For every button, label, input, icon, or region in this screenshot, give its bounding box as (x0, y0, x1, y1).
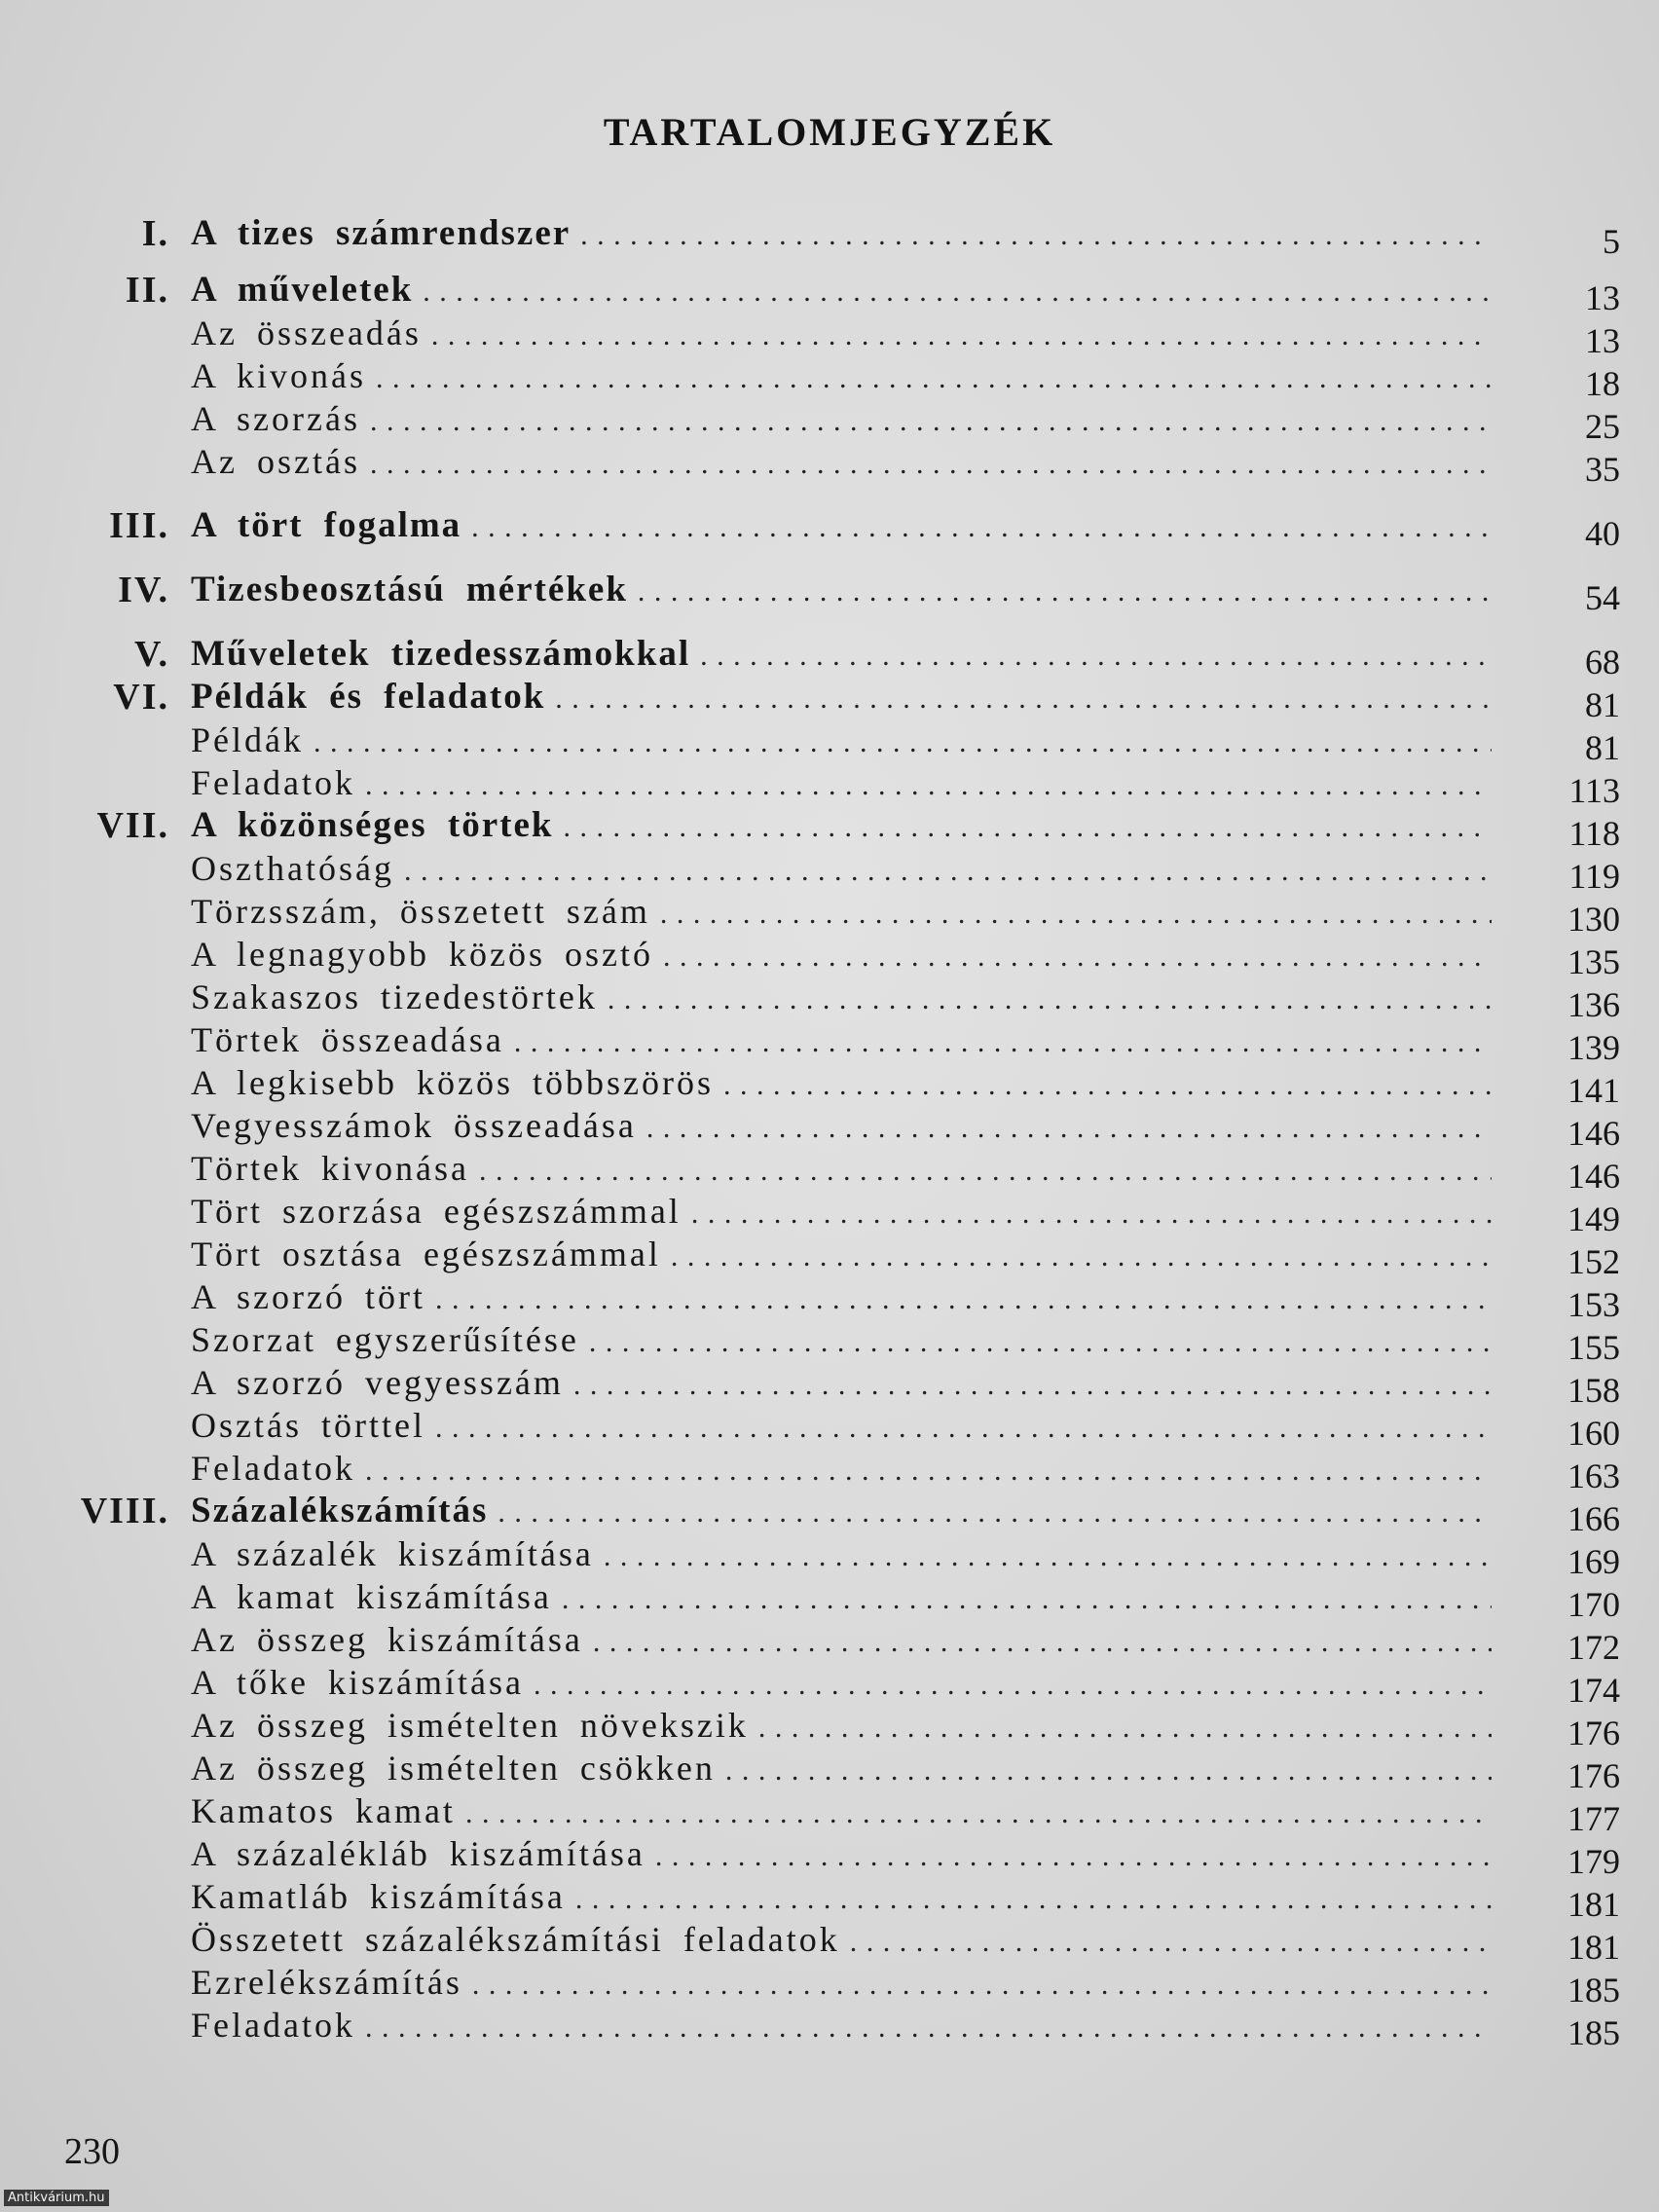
watermark: Antikvárium.hu (4, 2190, 109, 2206)
entry-text (191, 890, 1492, 933)
entry-page-number: 136 (1567, 985, 1620, 1024)
section-title: Törtek összeadása (191, 1020, 504, 1059)
section-title: Kamatos kamat (191, 1791, 456, 1830)
entry-text (191, 933, 1492, 976)
entry-text (191, 1233, 1492, 1275)
entry-page-number: 172 (1567, 1628, 1620, 1667)
entry-text (191, 1361, 1492, 1404)
dot-leader (580, 214, 1492, 249)
toc-chapter-row (0, 569, 1659, 617)
dot-leader (604, 1535, 1492, 1570)
dot-leader (365, 764, 1492, 799)
entry-page-number: 174 (1567, 1671, 1620, 1710)
section-title: Tört szorzása egészszámmal (191, 1192, 682, 1231)
entry-page-number: 35 (1585, 450, 1620, 489)
section-title: Feladatok (191, 763, 355, 802)
chapter-number: III. (109, 505, 169, 546)
entry-text (191, 1147, 1492, 1190)
toc-section-row (0, 312, 1659, 360)
entry-page-number: 139 (1567, 1028, 1620, 1067)
entry-text (191, 1318, 1492, 1361)
entry-page-number: 176 (1567, 1756, 1620, 1795)
section-title: A legnagyobb közös osztó (191, 935, 653, 974)
entry-page-number: 135 (1567, 942, 1620, 981)
entry-page-number: 146 (1567, 1114, 1620, 1153)
toc-section-row (0, 1318, 1659, 1367)
entry-page-number: 25 (1585, 407, 1620, 446)
dot-leader (589, 1321, 1492, 1356)
entry-text (191, 1704, 1492, 1747)
toc-section-row (0, 1747, 1659, 1795)
dot-leader (313, 721, 1492, 756)
dot-leader (498, 1492, 1492, 1527)
entry-text (191, 212, 1492, 255)
entry-text (191, 1918, 1492, 1961)
toc-chapter-row (0, 1490, 1659, 1538)
section-title: A százalékláb kiszámítása (191, 1834, 645, 1873)
entry-text (191, 2004, 1492, 2046)
entry-text (191, 504, 1492, 547)
entry-page-number: 18 (1585, 364, 1620, 403)
entry-text (191, 1575, 1492, 1618)
section-title: Szakaszos tizedestörtek (191, 977, 598, 1016)
entry-text (191, 312, 1492, 354)
entry-page-number: 54 (1585, 578, 1620, 617)
toc-section-row (0, 1661, 1659, 1710)
toc-section-row (0, 1961, 1659, 2009)
entry-page-number: 158 (1567, 1371, 1620, 1410)
row-spacer (0, 255, 1659, 269)
entry-text (191, 761, 1492, 804)
dot-leader (370, 443, 1492, 478)
entry-page-number: 153 (1567, 1285, 1620, 1324)
entry-text (191, 269, 1492, 312)
entry-text (191, 719, 1492, 761)
toc-section-row (0, 397, 1659, 446)
entry-page-number: 68 (1585, 643, 1620, 682)
entry-text (191, 847, 1492, 890)
dot-leader (608, 978, 1492, 1014)
page-title: TARTALOMJEGYZÉK (603, 110, 1056, 154)
entry-page-number: 166 (1567, 1499, 1620, 1538)
entry-text (191, 633, 1492, 676)
dot-leader (472, 1964, 1492, 1999)
section-title: A kivonás (191, 356, 367, 395)
section-title: Törtek kivonása (191, 1149, 469, 1188)
chapter-number: VI. (113, 677, 169, 718)
toc-section-row (0, 890, 1659, 939)
section-title: A tőke kiszámítása (191, 1663, 524, 1702)
chapter-title: A tört fogalma (191, 505, 462, 545)
dot-leader (563, 806, 1492, 841)
table-of-contents (0, 212, 1659, 2052)
toc-section-row (0, 1018, 1659, 1067)
section-title: A kamat kiszámítása (191, 1577, 552, 1616)
entry-page-number: 185 (1567, 1971, 1620, 2009)
entry-text (191, 1190, 1492, 1233)
entry-text (191, 1875, 1492, 1918)
dot-leader (404, 850, 1492, 885)
toc-section-row (0, 2004, 1659, 2052)
section-title: Osztás törttel (191, 1406, 425, 1445)
section-title: Tört osztása egészszámmal (191, 1235, 661, 1273)
dot-leader (479, 1150, 1492, 1185)
entry-text (191, 976, 1492, 1018)
toc-section-row (0, 1575, 1659, 1624)
chapter-number: I. (141, 213, 169, 254)
entry-page-number: 170 (1567, 1585, 1620, 1624)
entry-page-number: 181 (1567, 1885, 1620, 1924)
dot-leader (723, 1064, 1492, 1099)
entry-text (191, 440, 1492, 483)
section-title: A szorzás (191, 399, 360, 438)
toc-section-row (0, 933, 1659, 981)
entry-page-number: 81 (1585, 728, 1620, 767)
dot-leader (725, 1750, 1492, 1785)
entry-page-number: 119 (1568, 857, 1620, 896)
entry-text (191, 1061, 1492, 1104)
toc-section-row (0, 1190, 1659, 1238)
entry-page-number: 149 (1567, 1199, 1620, 1238)
toc-section-row (0, 719, 1659, 767)
chapter-number: VII. (96, 805, 169, 846)
dot-leader (660, 893, 1492, 928)
entry-text (191, 1104, 1492, 1147)
chapter-title: Százalékszámítás (191, 1491, 489, 1530)
toc-section-row (0, 1532, 1659, 1581)
dot-leader (671, 1235, 1492, 1271)
dot-leader (435, 1407, 1492, 1442)
entry-page-number: 13 (1585, 278, 1620, 317)
toc-section-row (0, 1233, 1659, 1281)
dot-leader (850, 1921, 1492, 1956)
dot-leader (691, 1193, 1492, 1228)
dot-leader (655, 1835, 1492, 1870)
row-spacer (0, 547, 1659, 569)
entry-page-number: 155 (1567, 1328, 1620, 1367)
entry-page-number: 152 (1567, 1242, 1620, 1281)
chapter-number: IV. (118, 570, 169, 610)
entry-page-number: 130 (1567, 900, 1620, 939)
section-title: Törzsszám, összetett szám (191, 892, 650, 931)
dot-leader (465, 1792, 1492, 1827)
toc-chapter-row (0, 212, 1659, 261)
dot-leader (431, 314, 1492, 350)
dot-leader (555, 678, 1492, 713)
section-title: Vegyesszámok összeadása (191, 1106, 637, 1145)
section-title: Az összeg ismételten növekszik (191, 1706, 749, 1745)
section-title: Feladatok (191, 2006, 355, 2045)
dot-leader (471, 506, 1492, 541)
section-title: Példák (191, 720, 304, 759)
entry-page-number: 5 (1603, 222, 1620, 261)
section-title: Szorzat egyszerűsítése (191, 1320, 579, 1359)
entry-text (191, 1532, 1492, 1575)
chapter-title: A tizes számrendszer (191, 213, 571, 253)
dot-leader (562, 1578, 1492, 1613)
dot-leader (365, 2007, 1492, 2042)
entry-page-number: 185 (1567, 2013, 1620, 2052)
toc-section-row (0, 440, 1659, 489)
chapter-title: A műveletek (191, 270, 414, 310)
entry-page-number: 179 (1567, 1842, 1620, 1881)
entry-page-number: 13 (1585, 321, 1620, 360)
entry-text (191, 354, 1492, 397)
toc-chapter-row (0, 504, 1659, 553)
section-title: Feladatok (191, 1449, 355, 1488)
entry-page-number: 141 (1567, 1071, 1620, 1110)
toc-section-row (0, 847, 1659, 896)
toc-section-row (0, 1789, 1659, 1838)
entry-page-number: 160 (1567, 1414, 1620, 1453)
toc-section-row (0, 1704, 1659, 1752)
entry-text (191, 1404, 1492, 1447)
entry-page-number: 169 (1567, 1542, 1620, 1581)
entry-page-number: 113 (1568, 771, 1620, 810)
dot-leader (376, 357, 1492, 392)
section-title: Az összeg ismételten csökken (191, 1749, 716, 1788)
dot-leader (758, 1707, 1492, 1742)
entry-text (191, 1018, 1492, 1061)
row-spacer (0, 611, 1659, 633)
chapter-number: II. (125, 270, 169, 311)
toc-section-row (0, 1275, 1659, 1324)
entry-text (191, 1832, 1492, 1875)
section-title: Ezrelékszámítás (191, 1963, 462, 2002)
entry-text (191, 1661, 1492, 1704)
chapter-title: Műveletek tizedesszámokkal (191, 634, 691, 674)
toc-section-row (0, 1104, 1659, 1153)
section-title: A százalék kiszámítása (191, 1534, 594, 1573)
entry-text (191, 1789, 1492, 1832)
chapter-number: VIII. (80, 1491, 169, 1531)
dot-leader (646, 1107, 1492, 1142)
section-title: Az összeg kiszámítása (191, 1620, 583, 1659)
dot-leader (593, 1621, 1492, 1656)
entry-page-number: 181 (1567, 1928, 1620, 1967)
toc-section-row (0, 976, 1659, 1024)
dot-leader (423, 271, 1492, 306)
toc-chapter-row (0, 269, 1659, 317)
toc-section-row (0, 1404, 1659, 1453)
entry-page-number: 81 (1585, 685, 1620, 724)
toc-chapter-row (0, 804, 1659, 853)
section-title: A szorzó vegyesszám (191, 1363, 564, 1402)
entry-text (191, 1275, 1492, 1318)
dot-leader (514, 1021, 1492, 1056)
toc-section-row (0, 1832, 1659, 1881)
toc-section-row (0, 1447, 1659, 1495)
entry-page-number: 40 (1585, 514, 1620, 553)
toc-section-row (0, 1618, 1659, 1667)
dot-leader (663, 936, 1492, 971)
section-title: Az osztás (191, 442, 360, 481)
chapter-title: A közönséges törtek (191, 805, 554, 845)
entry-page-number: 118 (1568, 814, 1620, 853)
chapter-title: Példák és feladatok (191, 677, 546, 717)
entry-text (191, 397, 1492, 440)
toc-section-row (0, 354, 1659, 403)
toc-section-row (0, 1918, 1659, 1967)
page-number: 230 (64, 2131, 120, 2172)
entry-text (191, 676, 1492, 719)
dot-leader (700, 635, 1492, 670)
toc-section-row (0, 1875, 1659, 1924)
section-title: Az összeadás (191, 313, 422, 352)
chapter-number: V. (133, 634, 169, 675)
dot-leader (638, 571, 1492, 606)
toc-section-row (0, 1147, 1659, 1196)
toc-section-row (0, 761, 1659, 810)
toc-chapter-row (0, 676, 1659, 724)
entry-text (191, 1747, 1492, 1789)
section-title: Kamatláb kiszámítása (191, 1877, 566, 1916)
entry-page-number: 163 (1567, 1456, 1620, 1495)
entry-page-number: 176 (1567, 1714, 1620, 1752)
dot-leader (435, 1278, 1492, 1313)
section-title: Oszthatóság (191, 849, 394, 888)
chapter-title: Tizesbeosztású mértékek (191, 570, 628, 609)
dot-leader (534, 1664, 1492, 1699)
toc-section-row (0, 1361, 1659, 1410)
entry-text (191, 1618, 1492, 1661)
entry-text (191, 569, 1492, 611)
entry-text (191, 1447, 1492, 1490)
entry-page-number: 177 (1567, 1799, 1620, 1838)
entry-text (191, 1961, 1492, 2004)
dot-leader (365, 1450, 1492, 1485)
entry-text (191, 1490, 1492, 1532)
toc-chapter-row (0, 633, 1659, 682)
dot-leader (575, 1878, 1492, 1913)
section-title: A szorzó tört (191, 1277, 425, 1316)
dot-leader (370, 400, 1492, 435)
row-spacer (0, 483, 1659, 504)
entry-text (191, 804, 1492, 847)
entry-page-number: 146 (1567, 1157, 1620, 1196)
section-title: Összetett százalékszámítási feladatok (191, 1920, 840, 1959)
dot-leader (573, 1364, 1492, 1399)
toc-section-row (0, 1061, 1659, 1110)
section-title: A legkisebb közös többszörös (191, 1063, 714, 1102)
